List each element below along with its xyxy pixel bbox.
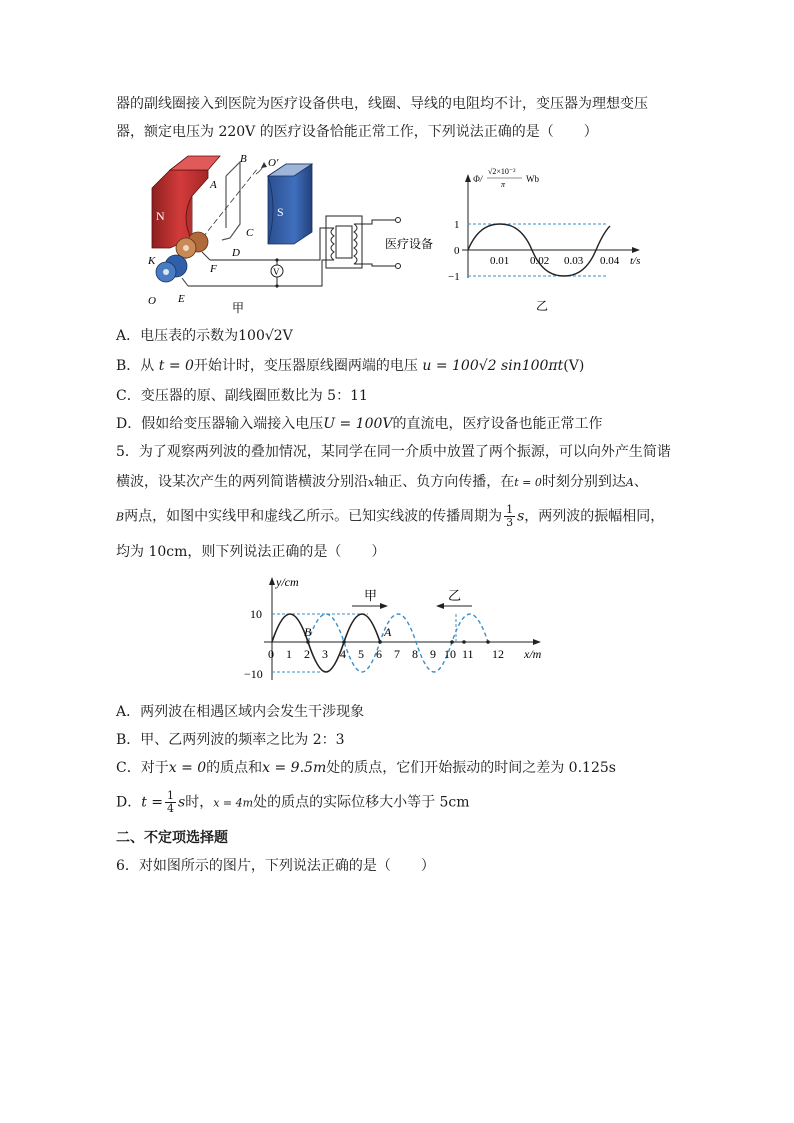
flux-ylabel-symbol: Φ/ (473, 174, 483, 184)
wave-label-jia: 甲 (364, 588, 378, 603)
q4-option-a-value: 100√2V (238, 328, 293, 344)
flux-xtick-002: 0.02 (530, 255, 550, 267)
q5-l2-x: x (368, 476, 375, 489)
q5-option-d-fraction: $\frac{1}{4}$ (167, 789, 175, 815)
wave-jia (272, 614, 380, 672)
q5-text-line-3 (116, 504, 664, 529)
q5-option-c-suffix: 处的质点，它们开始振动的时间之差为 0.125s (326, 760, 616, 776)
coil-loop (222, 162, 240, 240)
label-k: K (148, 255, 156, 267)
flux-ytick-0: 0 (454, 245, 460, 257)
q5-l4-end: ） (371, 544, 386, 560)
q5-l2d: 、 (633, 474, 648, 490)
wave-label-a: A (384, 625, 392, 639)
q4-option-d-formula: U = 100V (323, 416, 393, 432)
q4-option-b-text: B．从 (116, 358, 155, 374)
label-d: D (232, 247, 240, 259)
flux-ylabel-unit: Wb (526, 174, 539, 184)
q4-text-line-2 (116, 122, 598, 142)
label-c: C (246, 227, 254, 239)
magnet-n (152, 156, 220, 248)
wave-ytick-10: 10 (250, 607, 262, 621)
q4-option-b-unit: (V) (563, 358, 585, 374)
figure-caption-jia: 甲 (232, 301, 245, 315)
wave-xtick-1: 1 (286, 647, 292, 661)
q5-option-d (116, 790, 470, 815)
q5-l3-s: s (517, 508, 525, 525)
q5-option-c-x95: x = 9.5m (262, 760, 327, 776)
wave-xtick-10: 10 (444, 647, 456, 661)
q5-option-a: A．两列波在相遇区域内会发生干涉现象 (116, 704, 365, 720)
flux-ytick-1: 1 (454, 219, 460, 231)
label-a: A (210, 179, 217, 191)
q6-text-main: 6．对如图所示的图片，下列说法正确的是（ (116, 858, 391, 874)
wave-xtick-3: 3 (322, 647, 328, 661)
q4-option-a (116, 326, 293, 346)
q5-text-line-2 (116, 472, 648, 493)
wave-xtick-7: 7 (394, 647, 400, 661)
label-f: F (210, 263, 217, 275)
label-b: B (240, 153, 247, 165)
q5-l3-b: B (116, 510, 125, 524)
generator-figure (140, 148, 440, 318)
q6-text (116, 856, 435, 876)
q5-l3b: ，两列波的振幅相同， (524, 508, 665, 525)
wave-xtick-5: 5 (358, 647, 364, 661)
section-heading: 二、不定项选择题 (116, 830, 228, 846)
wave-xtick-6: 6 (376, 647, 382, 661)
wave-xtick-2: 2 (304, 647, 310, 661)
q5-option-d-suffix: 处的质点的实际位移大小等于 5cm (253, 794, 470, 811)
wave-xlabel: x/m (524, 647, 542, 661)
wave-xtick-8: 8 (412, 647, 418, 661)
q5-l4: 均为 10cm，则下列说法正确的是（ (116, 544, 342, 560)
flux-xtick-003: 0.03 (564, 255, 584, 267)
q4-option-b-t0: t = 0 (158, 358, 194, 374)
q4-text-line-2-main: 器，额定电压为 220V 的医疗设备恰能正常工作，下列说法正确的是（ (116, 124, 554, 140)
q5-option-d-s: s (178, 794, 186, 811)
q5-text-line-1: 5．为了观察两列波的叠加情况，某同学在同一介质中放置了两个振源，可以向外产生简谐 (116, 444, 671, 460)
flux-xtick-004: 0.04 (600, 255, 620, 267)
figure-caption-yi: 乙 (536, 299, 549, 313)
q5-l2c: 时刻分别到达 (541, 474, 626, 490)
q4-option-b (116, 356, 584, 376)
q5-option-c-text: C．对于 (116, 760, 169, 776)
flux-graph (440, 164, 660, 314)
q5-option-b: B．甲、乙两列波的频率之比为 2：3 (116, 732, 345, 748)
q5-l2b: 轴正、负方向传播，在 (374, 474, 515, 490)
q5-l2-t0: t = 0 (514, 476, 542, 489)
q5-option-c (116, 758, 616, 778)
wave-xtick-0: 0 (268, 647, 274, 661)
label-o-prime: O′ (268, 157, 279, 169)
q4-option-b-mid: 开始计时，变压器原线圈两端的电压 (193, 358, 418, 374)
q4-option-b-formula: u = 100√2 sin100πt (422, 358, 564, 374)
flux-xlabel: t/s (630, 255, 641, 267)
wave-xtick-4: 4 (340, 647, 346, 661)
wave-label-yi: 乙 (448, 588, 462, 603)
q5-option-d-t: t = (141, 794, 164, 811)
q4-option-d-text: D．假如给变压器输入端接入电压 (116, 416, 324, 432)
wave-ylabel: y/cm (276, 575, 299, 589)
flux-ytick-neg1: −1 (448, 271, 460, 283)
pole-n-label: N (156, 209, 165, 223)
flux-ylabel-den: π (501, 180, 506, 189)
q4-option-d (116, 414, 603, 434)
wave-figure (236, 572, 566, 692)
wave-ytick-neg10: −10 (244, 667, 263, 681)
wave-xtick-11: 11 (462, 647, 474, 661)
pole-s-label: S (277, 205, 284, 219)
q4-option-c: C．变压器的原、副线圈匝数比为 5：11 (116, 388, 368, 404)
wave-label-b: B (304, 625, 312, 639)
q4-option-d-suffix: 的直流电，医疗设备也能正常工作 (392, 416, 603, 432)
q5-l3a: 两点，如图中实线甲和虚线乙所示。已知实线波的传播周期为 (124, 508, 503, 525)
q4-option-a-text: A．电压表的示数为 (116, 328, 239, 344)
q5-option-d-x: x = 4m (213, 796, 254, 810)
q5-option-d-text: D． (116, 794, 142, 811)
q5-option-c-mid: 的质点和 (206, 760, 263, 776)
q5-l2a: 横波，设某次产生的两列简谐横波分别沿 (116, 474, 368, 490)
flux-xtick-001: 0.01 (490, 255, 510, 267)
wave-xtick-9: 9 (430, 647, 436, 661)
magnet-s (268, 164, 312, 244)
label-e: E (178, 293, 185, 305)
q4-text-line-1: 器的副线圈接入到医院为医疗设备供电，线圈、导线的电阻均不计，变压器为理想变压 (116, 96, 648, 112)
voltmeter-label: V (273, 267, 280, 277)
q4-paren-close: ） (583, 124, 598, 140)
wave-xtick-12: 12 (492, 647, 504, 661)
label-o: O (148, 295, 156, 307)
flux-ylabel-num: √2×10⁻² (488, 167, 516, 176)
q5-option-c-x0: x = 0 (168, 760, 207, 776)
q6-paren-close: ） (420, 858, 435, 874)
q5-period-fraction: $\frac{1}{3}$ (506, 503, 514, 529)
wave-xticks (268, 647, 504, 661)
device-label: 医疗设备 (385, 237, 434, 251)
q5-l2-a: A (625, 476, 634, 489)
q5-text-line-4 (116, 542, 385, 562)
q5-option-d-mid: 时， (185, 794, 214, 811)
